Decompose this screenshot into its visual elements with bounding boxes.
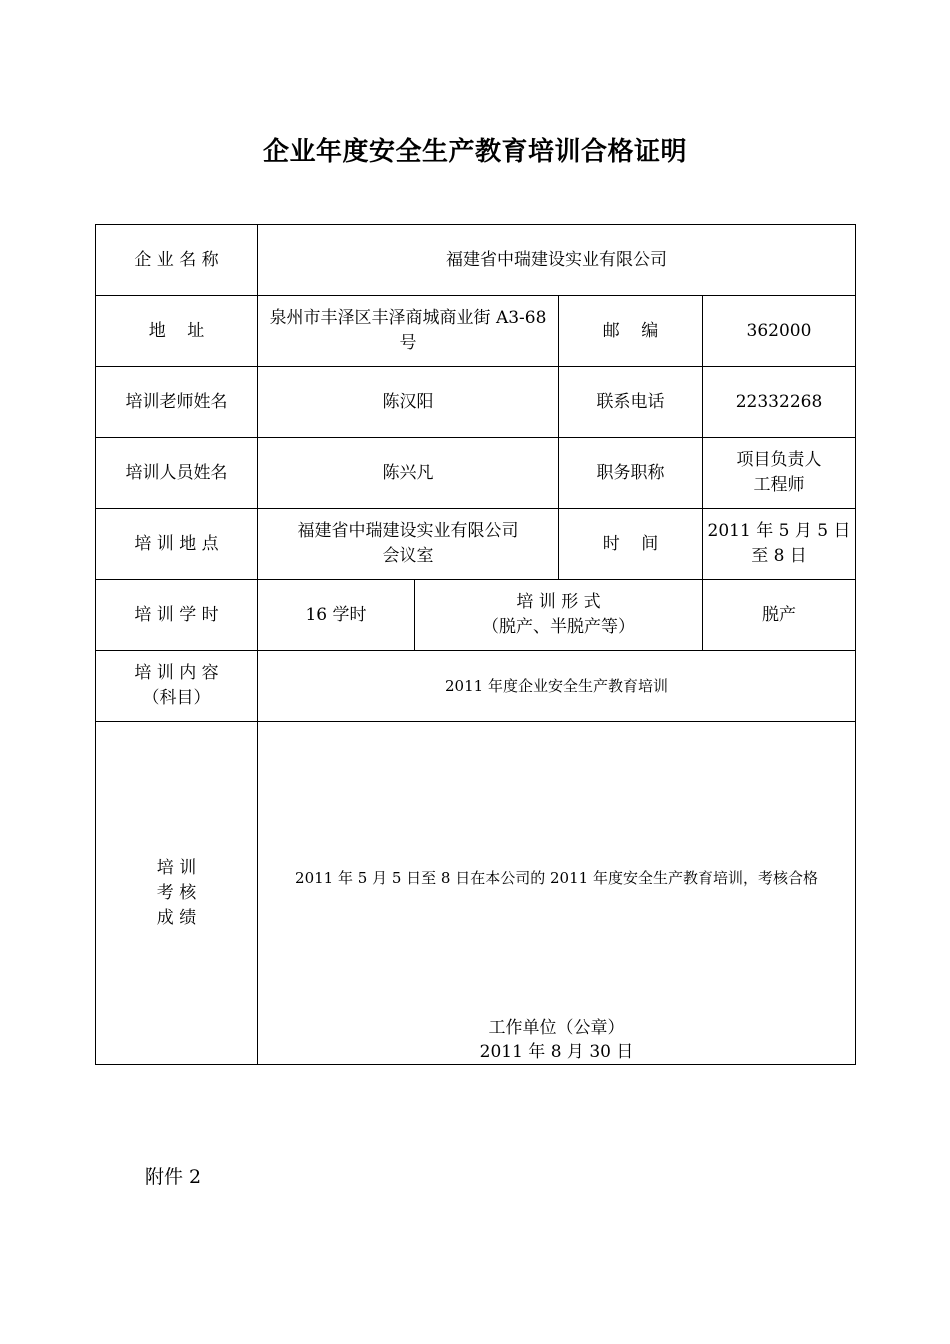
label-content [96, 651, 258, 722]
label-company: 企 业 名 称 [96, 225, 258, 296]
row-result [96, 722, 856, 1065]
value-form: 脱产 [703, 580, 856, 651]
row-hours [96, 580, 856, 651]
stamp-unit: 工作单位（公章） [488, 1018, 625, 1038]
label-location: 培 训 地 点 [96, 509, 258, 580]
value-hours: 16 学时 [258, 580, 415, 651]
row-trainee [96, 438, 856, 509]
label-result-line2: 考 核 [156, 882, 197, 903]
value-trainee: 陈兴凡 [258, 438, 559, 509]
value-time-line1: 2011 年 5 月 5 日 [707, 521, 851, 541]
label-result [96, 722, 258, 1065]
value-location-line1: 福建省中瑞建设实业有限公司 [297, 521, 519, 541]
value-position-line1: 项目负责人 [736, 450, 822, 470]
label-position: 职务职称 [559, 438, 703, 509]
row-location [96, 509, 856, 580]
label-postcode: 邮 编 [559, 296, 703, 367]
label-result-line1: 培 训 [156, 857, 197, 878]
page-title: 企业年度安全生产教育培训合格证明 [262, 137, 687, 167]
value-content: 2011 年度企业安全生产教育培训 [258, 651, 856, 722]
stamp-date: 2011 年 8 月 30 日 [479, 1042, 634, 1062]
label-teacher: 培训老师姓名 [96, 367, 258, 438]
label-form-line1: 培 训 形 式 [516, 592, 601, 612]
label-time: 时 间 [559, 509, 703, 580]
value-address: 泉州市丰泽区丰泽商城商业街 A3-68 号 [258, 296, 559, 367]
label-content-line1: 培 训 内 容 [134, 663, 219, 683]
value-result: 2011 年 5 月 5 日至 8 日在本公司的 2011 年度安全生产教育培训，考核合格 [295, 869, 818, 887]
attachment-label: 附件 2 [145, 1166, 202, 1188]
label-trainee: 培训人员姓名 [96, 438, 258, 509]
value-position-line2: 工程师 [753, 475, 805, 495]
value-location-line2: 会议室 [382, 546, 434, 566]
row-teacher [96, 367, 856, 438]
certificate-table [95, 224, 856, 1065]
value-postcode: 362000 [703, 296, 856, 367]
value-phone: 22332268 [703, 367, 856, 438]
row-address [96, 296, 856, 367]
stamp-block [258, 1016, 855, 1064]
value-time [703, 509, 856, 580]
value-result-cell [258, 722, 856, 1065]
row-company [96, 225, 856, 296]
value-location [258, 509, 559, 580]
row-content [96, 651, 856, 722]
value-position [703, 438, 856, 509]
label-phone: 联系电话 [559, 367, 703, 438]
label-result-line3: 成 绩 [156, 907, 197, 928]
label-content-line2: （科目） [142, 688, 211, 708]
label-hours: 培 训 学 时 [96, 580, 258, 651]
label-form-line2: （脱产、半脱产等） [482, 617, 635, 637]
value-company: 福建省中瑞建设实业有限公司 [258, 225, 856, 296]
value-teacher: 陈汉阳 [258, 367, 559, 438]
label-address: 地 址 [96, 296, 258, 367]
value-time-line2: 至 8 日 [751, 546, 807, 566]
label-form [415, 580, 703, 651]
